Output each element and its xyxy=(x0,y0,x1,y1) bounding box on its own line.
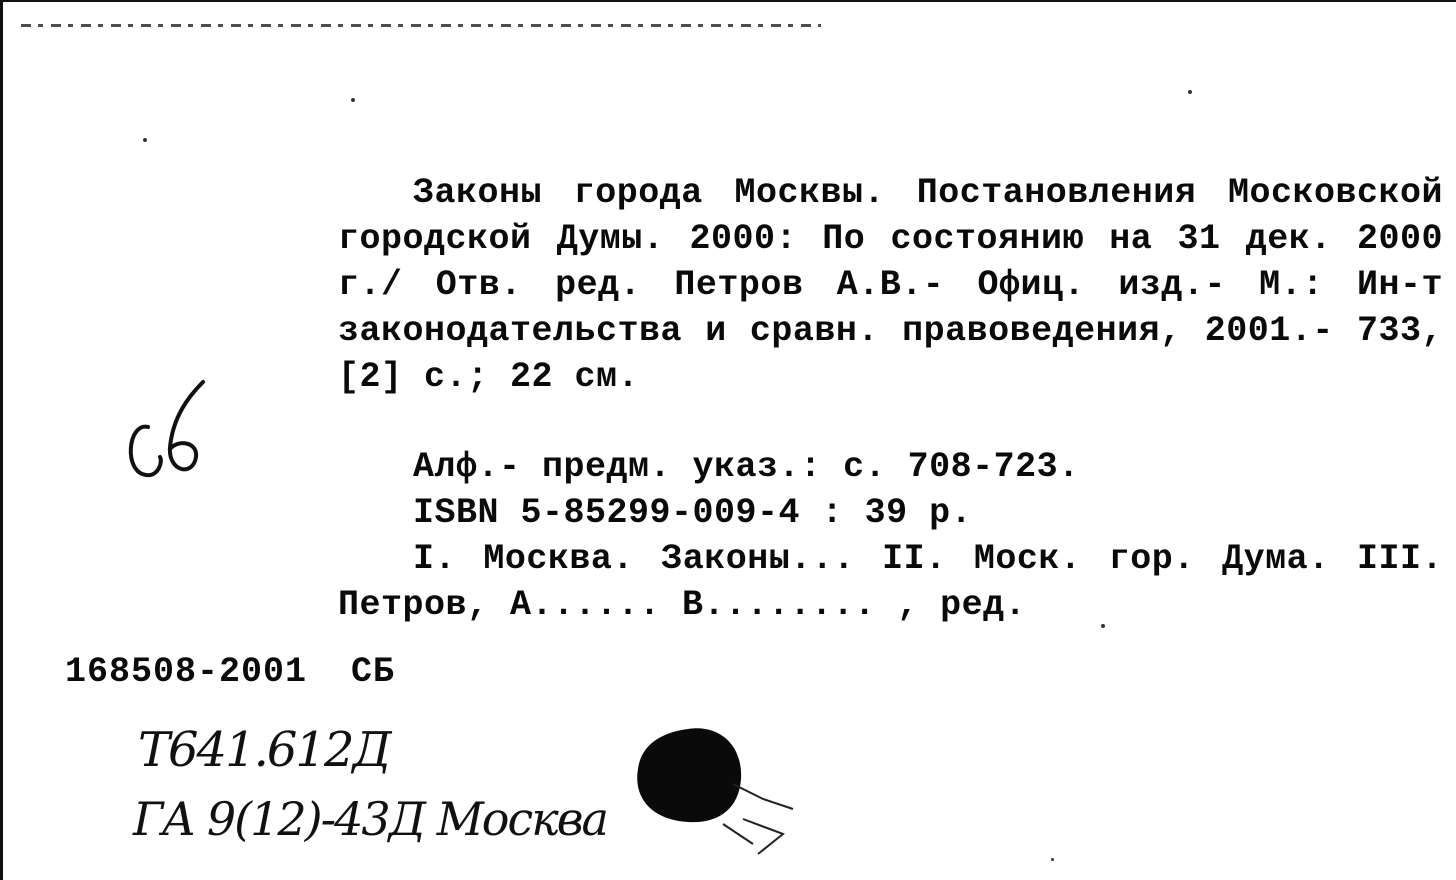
entry-notes xyxy=(338,444,1443,628)
shelf-code-2: ГА 9(12)-43Д Москва xyxy=(133,792,607,846)
speck xyxy=(1101,624,1105,628)
accession-number: 168508-2001 СБ xyxy=(65,652,396,692)
speck xyxy=(351,98,355,102)
shelf-code-1: Т641.612Д xyxy=(138,722,390,778)
bibliographic-entry xyxy=(338,170,1443,400)
speck xyxy=(1188,90,1192,94)
speck xyxy=(143,138,147,142)
speck xyxy=(1051,858,1054,861)
isbn-line: ISBN 5-85299-009-4 : 39 р. xyxy=(413,493,973,533)
entry-description: Законы города Москвы. Постановления Московской городской Думы. 2000: По состоянию на 31 дек. 2000 г./ Отв. ред. Петров А.В.- Офиц. изд.- М.: Ин-т законодательства и сравн. правоведения, 2001.- 733, [2] с.; 22 см. xyxy=(338,173,1443,397)
top-dashed-line xyxy=(21,24,821,27)
tracings: I. Москва. Законы... II. Моск. гор. Дума. III. Петров, А...... В........ , ред. xyxy=(338,539,1443,625)
index-note: Алф.- предм. указ.: с. 708-723. xyxy=(413,447,1080,487)
punch-hole xyxy=(633,724,803,864)
handwritten-sb-mark xyxy=(118,377,218,487)
